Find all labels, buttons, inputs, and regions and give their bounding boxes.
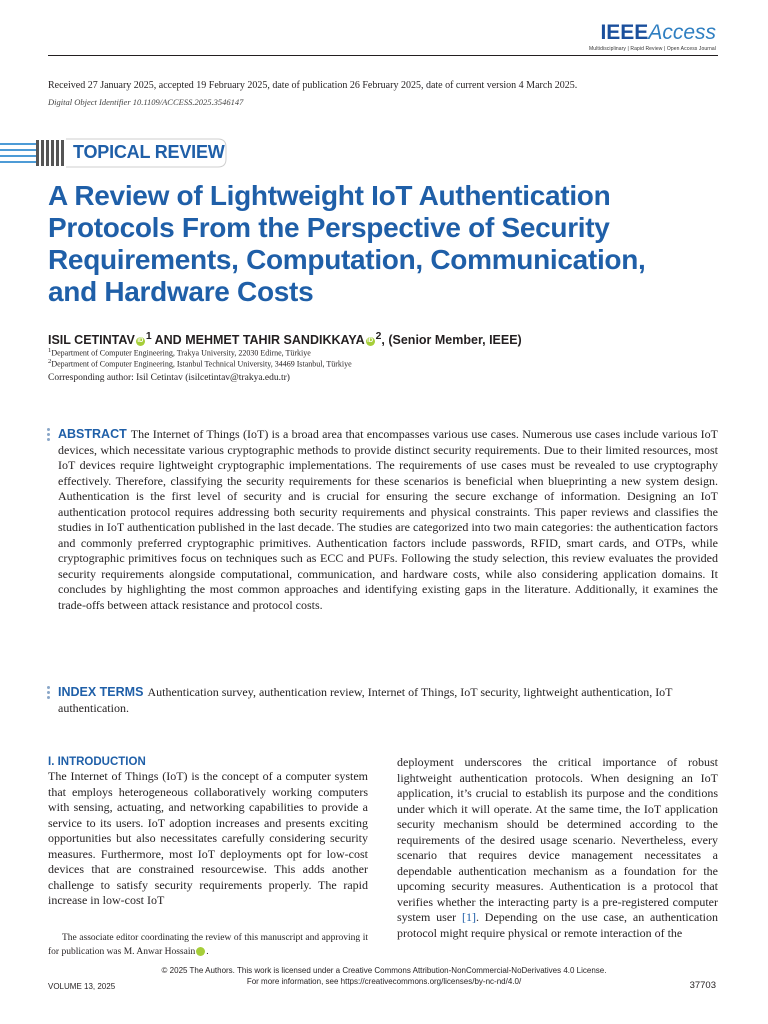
affiliation-sup: 1 [48, 347, 52, 354]
side-dots-icon [47, 428, 50, 443]
logo-tagline: Multidisciplinary | Rapid Review | Open Access Journal [589, 46, 716, 52]
header-divider [48, 55, 718, 56]
footnote-text: The associate editor coordinating the review of this manuscript and approving it for publication was M. Anwar Hossain [48, 933, 368, 957]
received-dates: Received 27 January 2025, accepted 19 February 2025, date of publication 26 February 2025, date of current version 4 March 2025. [48, 80, 578, 91]
author-name: MEHMET TAHIR SANDIKKAYA [185, 333, 365, 348]
abstract-heading: ABSTRACT [58, 427, 127, 441]
license-notice [0, 965, 768, 987]
author-and: AND [151, 333, 186, 348]
index-terms [58, 685, 718, 716]
author-membership: , (Senior Member, IEEE) [381, 333, 522, 348]
affiliation [48, 358, 352, 369]
banner-label: TOPICAL REVIEW [73, 142, 225, 162]
intro-text: . Depending on the use case, an authentication protocol might require physical or remote interaction of the [397, 910, 719, 940]
license-line: © 2025 The Authors. This work is licensed under a Creative Commons Attribution-NonCommercial-NoDerivatives 4.0 License. [161, 966, 607, 975]
logo-ieee: IEEE [600, 21, 649, 44]
affiliation-text: Department of Computer Engineering, Trakya University, 22030 Edirne, Türkiye [51, 348, 311, 358]
volume-label: VOLUME 13, 2025 [48, 982, 116, 991]
affiliation-text: Department of Computer Engineering, Istanbul Technical University, 34469 Istanbul, Türkiye [51, 359, 352, 369]
license-link[interactable]: For more information, see https://creativecommons.org/licenses/by-nc-nd/4.0/ [246, 977, 522, 986]
orcid-icon[interactable]: iD [196, 947, 205, 956]
editor-footnote [48, 931, 368, 959]
intro-text: deployment underscores the critical importance of robust lightweight authentication protocols. When designing an IoT application, it’s crucial to establish its purpose and the conditions under which it will operate. At the same time, the IoT application security mechanism should be determined according to the requirements of the desired usage scenario. Nevertheless, every scenario that requires device management necessitates a dependable authentication mechanism as a foundation for the upcoming security measures. Authentication is a protocol that verifies whether the interacting party is a pre-registered computer system user [397, 755, 718, 924]
paper-title: A Review of Lightweight IoT Authentication Protocols From the Perspective of Security Requirements, Computation, Communication, and Hardware Costs [48, 180, 646, 307]
doi: Digital Object Identifier 10.1109/ACCESS.2025.3546147 [48, 97, 244, 107]
footnote-end: . [206, 947, 209, 957]
author-line [48, 331, 522, 347]
author-sup: 2 [375, 331, 382, 342]
abstract-text: The Internet of Things (IoT) is a broad area that encompasses various use cases. Numerous use cases include various IoT devices, which necessitate various cryptographic methods to provide distinct security requirements. Due to their limited resources, most IoT devices require lightweight cryptographic implementations. The requirements of use cases must be revealed to use cryptography effectively. Therefore, classifying the security requirements for these scenarios is beneficial when blueprinting a new system design. Authentication is the first level of security and is crucial for ensuring the secure exchange of information. Designing an IoT authentication protocol requires addressing both security requirements and physical constraints. This paper reviews and classifies the studies in IoT authentication published in the last decade. The studies are categorized into two main categories: the authentication factors and commonly preferred cryptographic primitives. Authentication factors include passwords, RFID, smart cards, and OTPs, while cryptographic primitives focus on techniques such as ECC and PUFs. Following the study selection, this review evaluates the provided security requirements alongside computational, communication, and hardware costs, while also considering application domains. It concludes by highlighting the most common approaches and identifying existing gaps in the literature. Additionally, it examines the trade-offs between attack resistance and protocol costs. [58, 427, 718, 612]
author-sup: 1 [145, 331, 152, 342]
intro-paragraph-continued [397, 755, 718, 941]
corresponding-author: Corresponding author: Isil Cetintav (isilcetintav@trakya.edu.tr) [48, 373, 290, 383]
right-column [397, 755, 718, 941]
page-number: 37703 [689, 980, 716, 991]
abstract [58, 427, 718, 613]
index-terms-heading: INDEX TERMS [58, 685, 144, 699]
left-column [48, 755, 368, 909]
index-terms-text: Authentication survey, authentication review, Internet of Things, IoT security, lightweight authentication, IoT authentication. [58, 685, 673, 715]
banner-stripes-icon [0, 140, 64, 166]
orcid-icon[interactable]: iD [367, 338, 374, 345]
side-dots-icon [47, 686, 50, 701]
intro-paragraph: The Internet of Things (IoT) is the concept of a computer system that employs heterogeneous collaboratively working computers with sensing, actuating, and networking capabilities to provide a service to its users. IoT adoption increases and presents exciting opportunities but also necessitates carefully considering security measures. Furthermore, most IoT deployments opt for low-cost devices that are constrained resourcewise. This adds another challenge to satisfy security requirements properly. The rapid increase in low-cost IoT [48, 769, 368, 907]
affiliation [48, 347, 311, 358]
orcid-icon[interactable]: iD [137, 338, 144, 345]
citation-link[interactable]: [1] [461, 910, 476, 924]
journal-logo [589, 21, 716, 52]
affiliation-sup: 2 [48, 358, 52, 365]
section-heading: I. INTRODUCTION [48, 756, 146, 768]
logo-access: Access [648, 21, 716, 44]
author-name: ISIL CETINTAV [48, 333, 135, 348]
